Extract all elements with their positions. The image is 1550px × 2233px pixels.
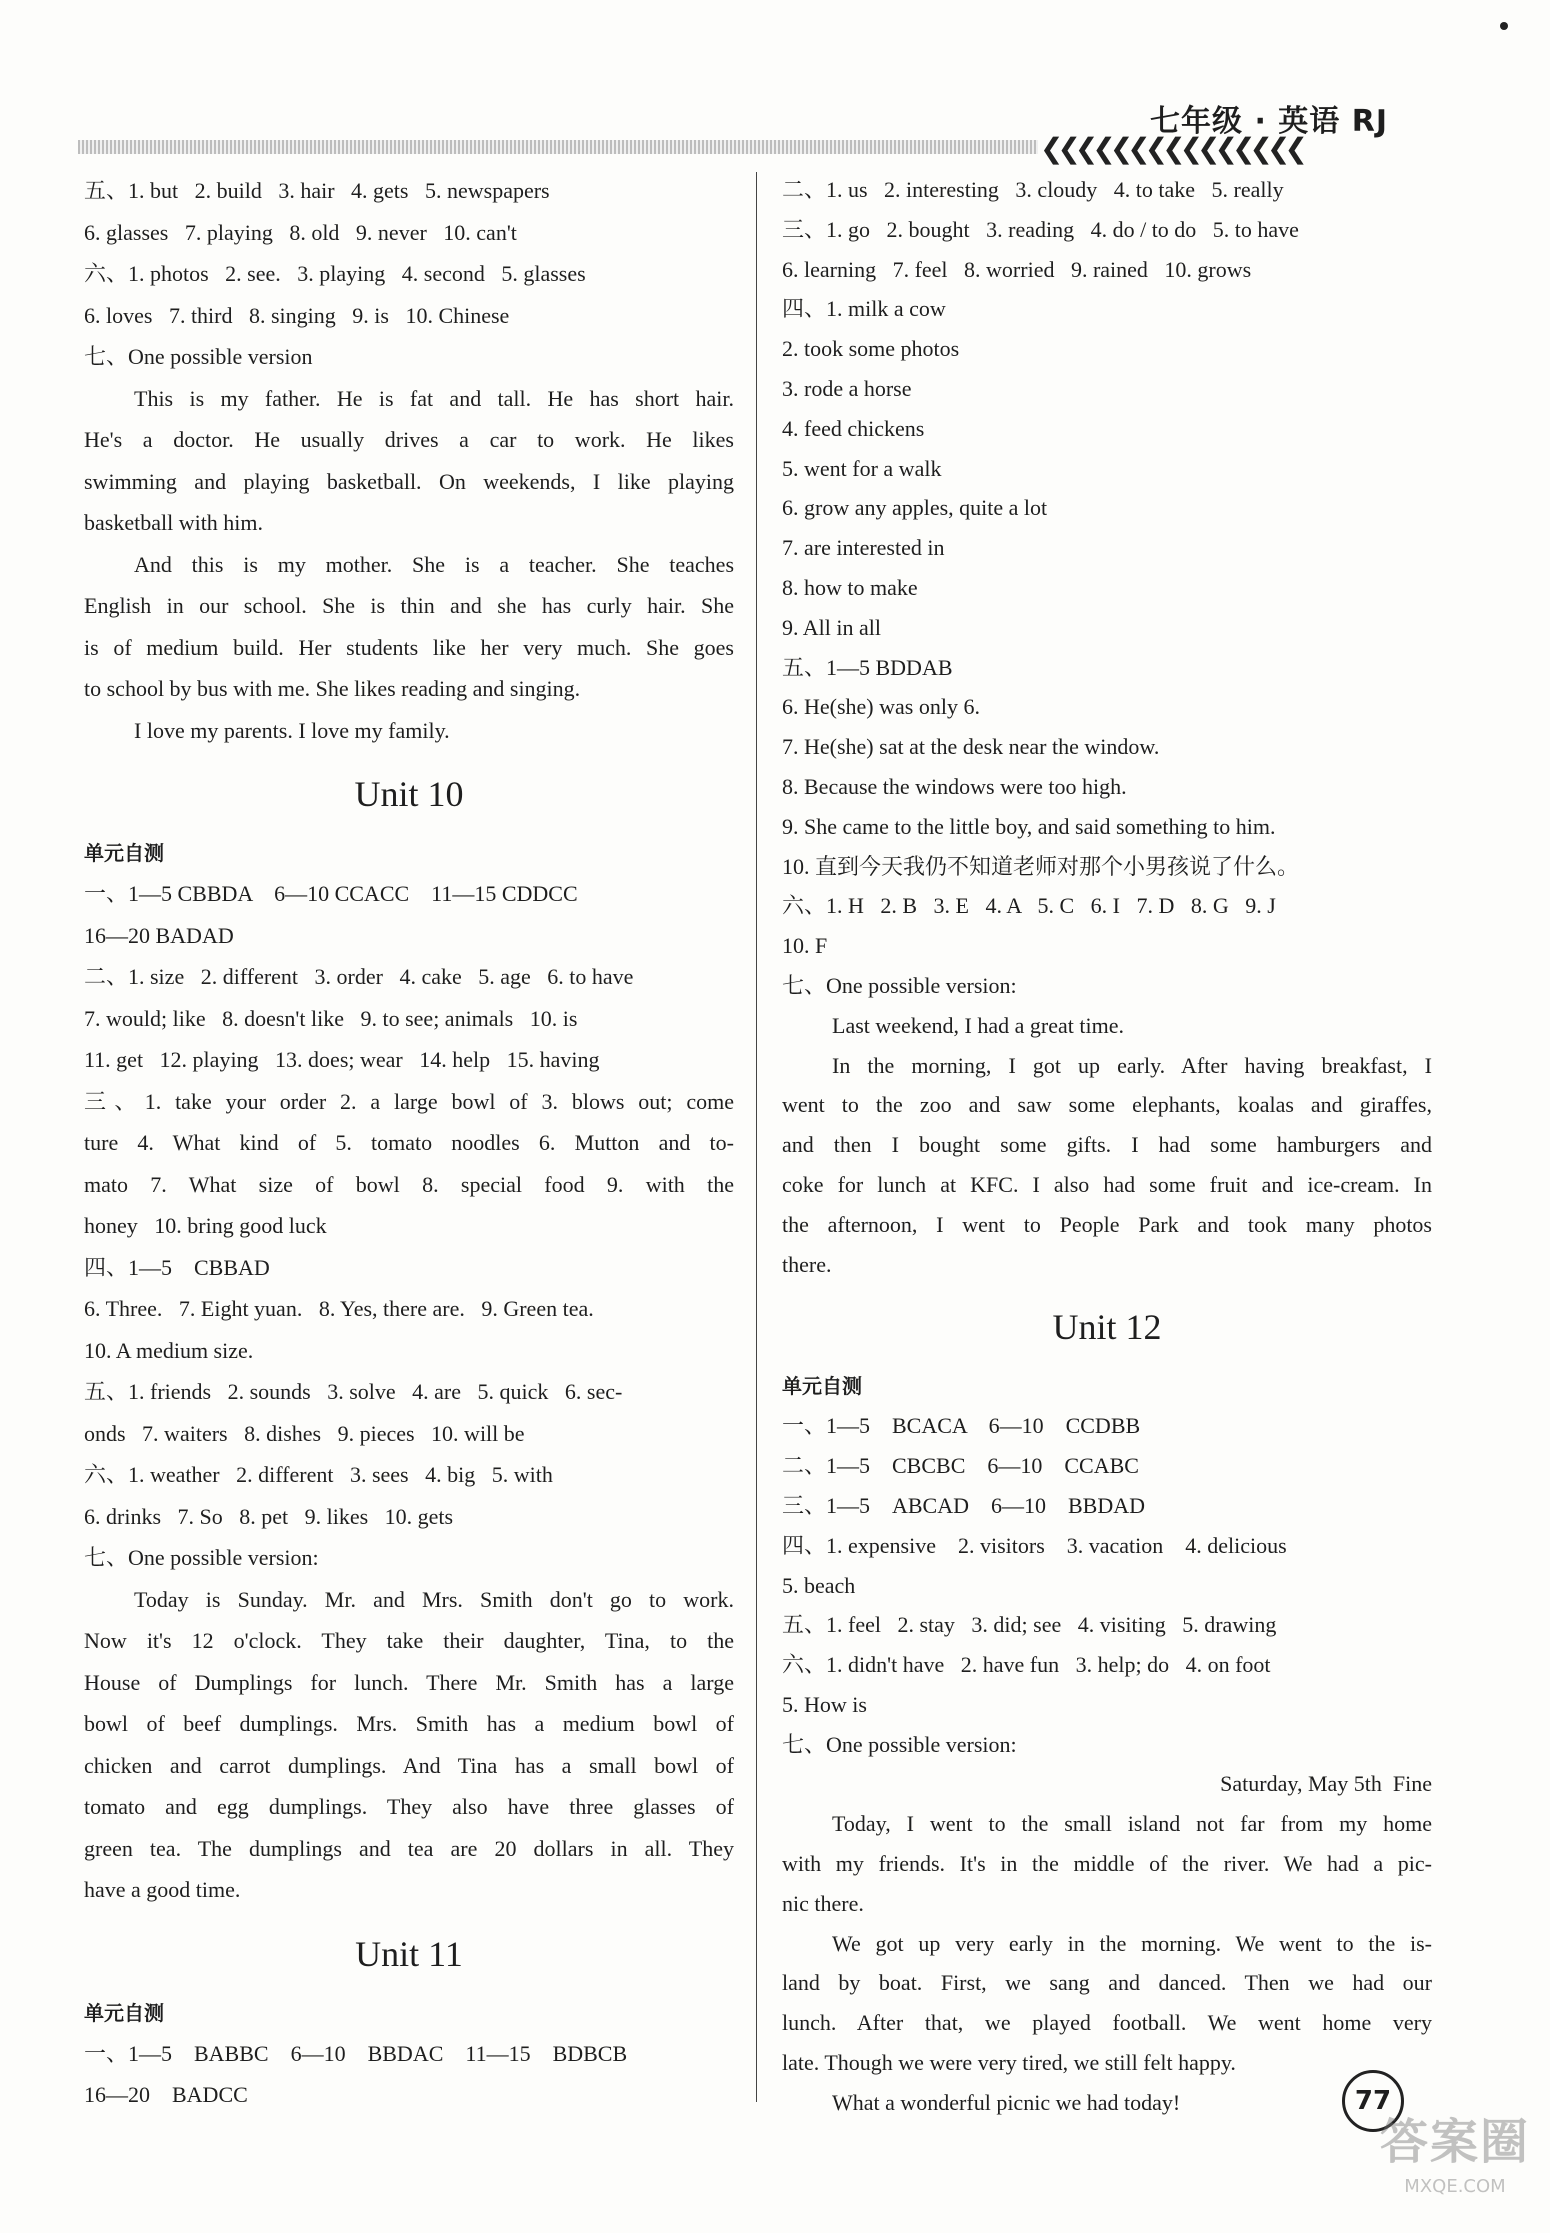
answer-line: 三、1. go 2. bought 3. reading 4. do / to do 5. to have (782, 216, 1299, 242)
essay-line: basketball with him. (84, 510, 264, 535)
answer-line: 六、1. H 2. B 3. E 4. A 5. C 6. I 7. D 8. G 9. J (782, 893, 1276, 919)
unit-12-heading: Unit 12 (1052, 1307, 1162, 1348)
header-chevrons: ❮❮❮❮❮❮❮❮❮❮❮❮❮❮❮ (1040, 132, 1302, 165)
essay-line: late. Though we were very tired, we still felt happy. (782, 2050, 1236, 2076)
left-column (84, 170, 734, 2116)
essay-line: coke for lunch at KFC. I also had some fruit and ice-cream. In (782, 1171, 1432, 1197)
essay-line: What a wonderful picnic we had today! (832, 2089, 1181, 2115)
answer-line: 3. rode a horse (782, 375, 912, 401)
answer-line: 七、One possible version (84, 344, 313, 369)
answer-line: 4. feed chickens (782, 415, 925, 441)
essay-line: Now it's 12 o'clock. They take their daughter, Tina, to the (84, 1628, 734, 1653)
essay-line: Last weekend, I had a great time. (832, 1012, 1124, 1038)
essay-line: I love my parents. I love my family. (134, 717, 450, 743)
answer-line: 四、1. milk a cow (782, 296, 946, 322)
essay-line: In the morning, I got up early. After having breakfast, I (832, 1052, 1432, 1078)
answer-line: 9. She came to the little boy, and said something to him. (782, 813, 1276, 839)
answer-line: 6. learning 7. feel 8. worried 9. rained 10. grows (782, 256, 1252, 282)
essay-line: English in our school. She is thin and she has curly hair. She (84, 593, 734, 618)
unit-10-answers (84, 873, 734, 1579)
answer-line: 2. took some photos (782, 336, 960, 362)
essay-line: chicken and carrot dumplings. And Tina has a small bowl of (84, 1752, 734, 1778)
essay-line: Today is Sunday. Mr. and Mrs. Smith don't go to work. (134, 1586, 734, 1612)
essay-line: to school by bus with me. She likes reading and singing. (84, 676, 581, 701)
diary-date: Saturday, May 5th Fine (1220, 1771, 1432, 1797)
page-header-title: 七年级 · 英语 RJ (1150, 104, 1388, 139)
answer-line: 三、1. take your order 2. a large bowl of 3. blows out; come (84, 1088, 734, 1114)
answer-line: 五、1. but 2. build 3. hair 4. gets 5. newspapers (84, 178, 550, 203)
essay-line: there. (782, 1251, 832, 1277)
answer-line: 六、1. photos 2. see. 3. playing 4. second 5. glasses (84, 261, 586, 286)
answer-line: 8. how to make (782, 574, 918, 600)
essay-line: went to the zoo and saw some elephants, koalas and giraffes, (782, 1092, 1432, 1118)
essay-line: land by boat. First, we sang and danced. Then we had our (782, 1970, 1432, 1996)
answer-line: 10. A medium size. (84, 1337, 254, 1363)
answer-line: onds 7. waiters 8. dishes 9. pieces 10. will be (84, 1420, 525, 1446)
essay-unit11 (782, 1006, 1432, 1285)
unit-12-self-test-label: 单元自测 (782, 1374, 862, 1399)
answer-line: 三、1—5 ABCAD 6—10 BBDAD (782, 1492, 1146, 1518)
corner-dot (1500, 22, 1508, 30)
answer-line: 6. Three. 7. Eight yuan. 8. Yes, there are. 9. Green tea. (84, 1296, 594, 1321)
answer-line: 6. grow any apples, quite a lot (782, 495, 1048, 521)
answer-line: 6. loves 7. third 8. singing 9. is 10. Chinese (84, 302, 510, 328)
answer-line: 5. How is (782, 1691, 867, 1717)
unit-10-heading: Unit 10 (354, 774, 464, 814)
answer-line: 5. went for a walk (782, 455, 942, 481)
answer-line: 6. drinks 7. So 8. pet 9. likes 10. gets (84, 1503, 454, 1529)
essay-line: the afternoon, I went to People Park and took many photos (782, 1211, 1432, 1237)
right-column (782, 170, 1432, 2123)
answer-line: 二、1. size 2. different 3. order 4. cake 5. age 6. to have (84, 964, 634, 989)
answer-line: 16—20 BADAD (84, 922, 234, 948)
essay-line: nic there. (782, 1890, 864, 1916)
essay-line: tomato and egg dumplings. They also have three glasses of (84, 1794, 734, 1819)
answer-line: 二、1. us 2. interesting 3. cloudy 4. to take 5. really (782, 177, 1284, 202)
answer-line: 6. glasses 7. playing 8. old 9. never 10. can't (84, 219, 517, 245)
essay-line: is of medium build. Her students like her very much. She goes (84, 634, 734, 660)
answer-line: 一、1—5 BABBC 6—10 BBDAC 11—15 BDBCB (84, 2040, 628, 2066)
answer-line: 8. Because the windows were too high. (782, 773, 1127, 799)
essay-line: He's a doctor. He usually drives a car to work. He likes (84, 427, 734, 452)
answer-line: 5. beach (782, 1572, 856, 1598)
watermark-url: MXQE.COM (1404, 2176, 1506, 2197)
essay-line: green tea. The dumplings and tea are 20 dollars in all. They (84, 1835, 734, 1861)
unit-11-heading: Unit 11 (355, 1933, 463, 1974)
essay-line: have a good time. (84, 1877, 241, 1902)
answer-line: 7. would; like 8. doesn't like 9. to see; animals 10. is (84, 1005, 578, 1031)
answer-line: 7. are interested in (782, 535, 945, 561)
answer-line: 四、1. expensive 2. visitors 3. vacation 4. delicious (782, 1532, 1287, 1558)
essay-line: And this is my mother. She is a teacher. She teaches (134, 551, 734, 577)
essay-line: House of Dumplings for lunch. There Mr. Smith has a large (84, 1669, 734, 1695)
answer-line: 七、One possible version: (782, 972, 1017, 998)
answer-line: honey 10. bring good luck (84, 1213, 327, 1238)
unit-11-answers-continued (782, 170, 1432, 1006)
essay-line: lunch. After that, we played football. We went home very (782, 2010, 1432, 2036)
answer-line: 16—20 BADCC (84, 2082, 248, 2107)
answer-line: 11. get 12. playing 13. does; wear 14. help 15. having (84, 1047, 600, 1072)
answer-line: 六、1. didn't have 2. have fun 3. help; do 4. on foot (782, 1652, 1271, 1678)
answer-line: 四、1—5 CBBAD (84, 1254, 270, 1280)
answer-line: 6. He(she) was only 6. (782, 694, 980, 720)
answer-line: 七、One possible version: (84, 1545, 319, 1570)
essay-line: This is my father. He is fat and tall. He has short hair. (134, 385, 734, 411)
essay-line: We got up very early in the morning. We went to the is- (832, 1930, 1432, 1956)
essay-line: Today, I went to the small island not far from my home (832, 1811, 1432, 1837)
answer-line: 10. F (782, 933, 828, 959)
essay-line: swimming and playing basketball. On weekends, I like playing (84, 468, 734, 494)
essay-line: bowl of beef dumplings. Mrs. Smith has a medium bowl of (84, 1711, 734, 1736)
essay-line: and then I bought some gifts. I had some hamburgers and (782, 1132, 1432, 1158)
essay-unit9 (84, 378, 734, 752)
header-rule (78, 140, 1038, 154)
answer-line: 七、One possible version: (782, 1731, 1017, 1757)
unit-10-self-test-label: 单元自测 (84, 841, 164, 865)
answer-line: 一、1—5 CBBDA 6—10 CCACC 11—15 CDDCC (84, 881, 578, 906)
answer-line: 10. 直到今天我仍不知道老师对那个小男孩说了什么。 (782, 853, 1300, 879)
watermark-logo-text: 答案圈 (1379, 2114, 1530, 2170)
watermark (1370, 2110, 1540, 2220)
answer-line: ture 4. What kind of 5. tomato noodles 6. Mutton and to- (84, 1130, 734, 1155)
essay-unit12 (782, 1764, 1432, 2122)
unit-11-answers (84, 2033, 734, 2116)
unit-11-self-test-label: 单元自测 (84, 2000, 164, 2025)
answer-line: 五、1. feel 2. stay 3. did; see 4. visiting 5. drawing (782, 1612, 1277, 1638)
answer-line: 五、1—5 BDDAB (782, 654, 953, 680)
answer-line: 六、1. weather 2. different 3. sees 4. big 5. with (84, 1462, 553, 1487)
answer-line: 一、1—5 BCACA 6—10 CCDBB (782, 1413, 1141, 1439)
page-number: 77 (1342, 2070, 1404, 2132)
unit-12-answers (782, 1406, 1432, 1764)
answer-line: mato 7. What size of bowl 8. special food 9. with the (84, 1171, 734, 1197)
column-divider (756, 172, 757, 2102)
essay-unit10 (84, 1579, 734, 1911)
answer-line: 7. He(she) sat at the desk near the window. (782, 734, 1160, 760)
answer-line: 二、1—5 CBCBC 6—10 CCABC (782, 1453, 1139, 1479)
left-top-answers (84, 170, 734, 378)
answer-line: 9. All in all (782, 614, 881, 640)
essay-line: with my friends. It's in the middle of the river. We had a pic- (782, 1851, 1432, 1877)
answer-line: 五、1. friends 2. sounds 3. solve 4. are 5. quick 6. sec- (84, 1379, 623, 1404)
